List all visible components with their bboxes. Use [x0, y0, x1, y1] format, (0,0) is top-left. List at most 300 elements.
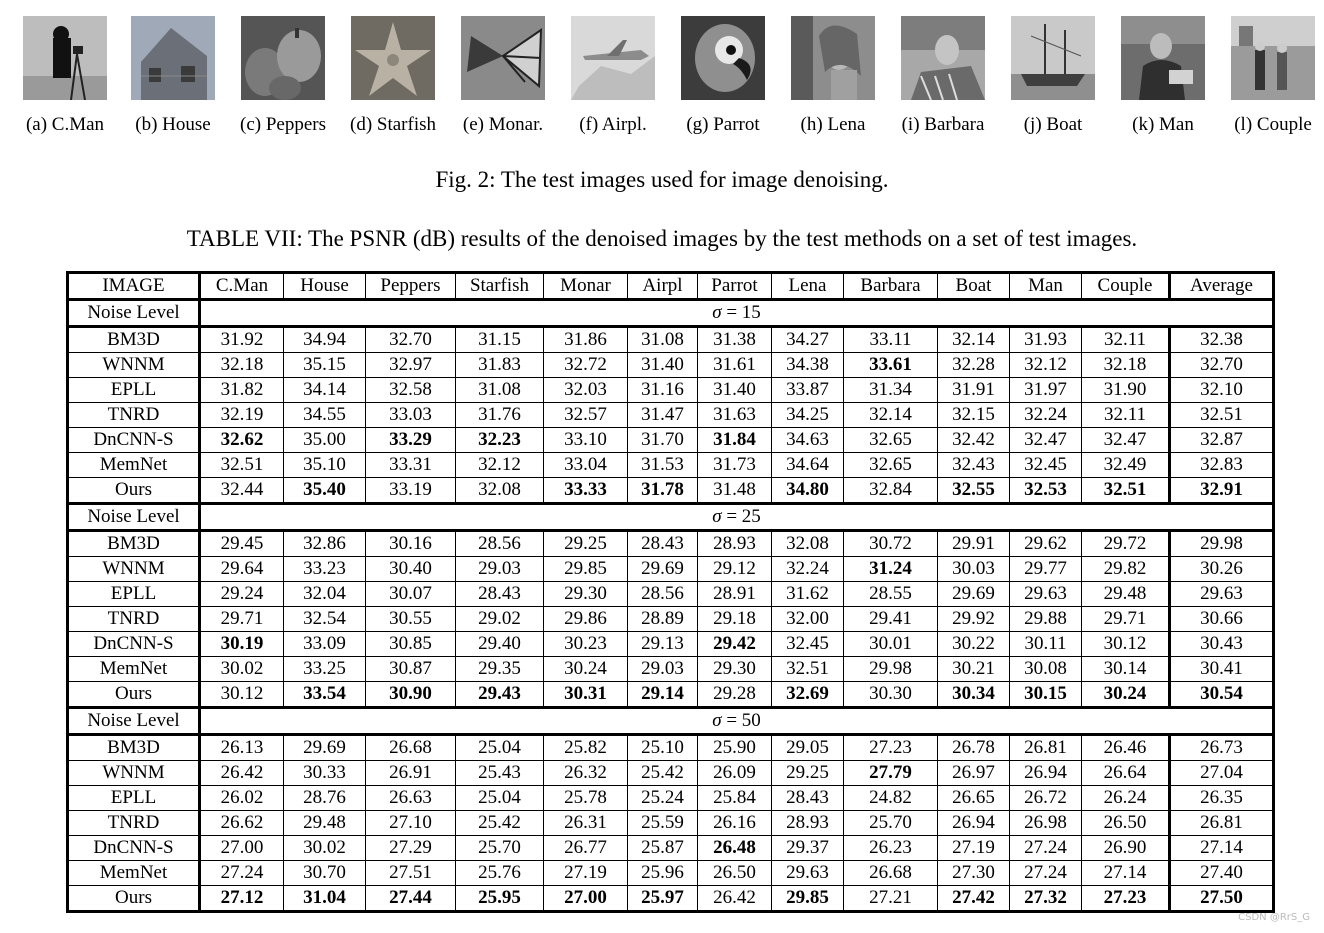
psnr-cell: 25.82: [544, 735, 628, 761]
psnr-cell: 29.71: [200, 607, 284, 632]
method-name: EPLL: [68, 582, 200, 607]
table-row: [68, 657, 1274, 682]
average-psnr-cell: 30.26: [1170, 557, 1274, 582]
psnr-cell: 29.12: [698, 557, 772, 582]
subfigure-caption: (c) Peppers: [240, 114, 326, 135]
method-name: WNNM: [68, 557, 200, 582]
method-name: MemNet: [68, 861, 200, 886]
psnr-cell: 30.24: [1082, 682, 1170, 708]
psnr-cell: 29.85: [772, 886, 844, 912]
method-name: EPLL: [68, 378, 200, 403]
psnr-cell: 29.63: [1010, 582, 1082, 607]
psnr-cell: 25.90: [698, 735, 772, 761]
method-name: BM3D: [68, 735, 200, 761]
psnr-cell: 29.48: [1082, 582, 1170, 607]
psnr-cell: 31.61: [698, 353, 772, 378]
psnr-cell: 27.10: [366, 811, 456, 836]
thumbnail-figure: [10, 16, 120, 100]
psnr-cell: 30.12: [1082, 632, 1170, 657]
psnr-cell: 32.51: [772, 657, 844, 682]
psnr-cell: 30.01: [844, 632, 938, 657]
psnr-cell: 30.22: [938, 632, 1010, 657]
psnr-cell: 28.43: [772, 786, 844, 811]
psnr-cell: 26.09: [698, 761, 772, 786]
psnr-cell: 30.21: [938, 657, 1010, 682]
psnr-cell: 29.62: [1010, 531, 1082, 557]
psnr-cell: 32.84: [844, 478, 938, 504]
psnr-cell: 29.92: [938, 607, 1010, 632]
psnr-cell: 30.34: [938, 682, 1010, 708]
psnr-cell: 32.86: [284, 531, 366, 557]
psnr-cell: 33.11: [844, 327, 938, 353]
psnr-cell: 30.55: [366, 607, 456, 632]
psnr-cell: 29.05: [772, 735, 844, 761]
psnr-cell: 33.10: [544, 428, 628, 453]
psnr-cell: 31.83: [456, 353, 544, 378]
psnr-cell: 26.94: [938, 811, 1010, 836]
psnr-cell: 25.10: [628, 735, 698, 761]
psnr-cell: 25.84: [698, 786, 772, 811]
psnr-cell: 27.19: [544, 861, 628, 886]
table-row: [68, 861, 1274, 886]
psnr-cell: 34.38: [772, 353, 844, 378]
table-row: [68, 682, 1274, 708]
subfigure-caption: (k) Man: [1132, 114, 1194, 135]
psnr-cell: 29.25: [544, 531, 628, 557]
psnr-cell: 29.28: [698, 682, 772, 708]
psnr-cell: 24.82: [844, 786, 938, 811]
psnr-cell: 34.25: [772, 403, 844, 428]
psnr-cell: 26.81: [1010, 735, 1082, 761]
psnr-cell: 29.77: [1010, 557, 1082, 582]
lena-photo: [791, 16, 875, 100]
psnr-cell: 31.08: [628, 327, 698, 353]
sigma-symbol: σ: [712, 710, 722, 731]
thumbnail-figure: [558, 16, 668, 100]
psnr-cell: 28.76: [284, 786, 366, 811]
psnr-cell: 31.78: [628, 478, 698, 504]
psnr-cell: 29.41: [844, 607, 938, 632]
psnr-cell: 27.24: [1010, 836, 1082, 861]
psnr-cell: 25.70: [456, 836, 544, 861]
barbara-photo: [901, 16, 985, 100]
method-name: DnCNN-S: [68, 632, 200, 657]
method-name: WNNM: [68, 353, 200, 378]
psnr-cell: 30.40: [366, 557, 456, 582]
psnr-cell: 26.68: [366, 735, 456, 761]
thumbnail-figure: [118, 16, 228, 100]
psnr-cell: 32.00: [772, 607, 844, 632]
psnr-cell: 32.51: [1082, 478, 1170, 504]
psnr-cell: 32.08: [456, 478, 544, 504]
column-header: Peppers: [366, 273, 456, 300]
psnr-cell: 26.02: [200, 786, 284, 811]
psnr-cell: 31.08: [456, 378, 544, 403]
psnr-cell: 31.93: [1010, 327, 1082, 353]
psnr-cell: 26.50: [1082, 811, 1170, 836]
psnr-cell: 29.18: [698, 607, 772, 632]
psnr-cell: 32.24: [1010, 403, 1082, 428]
psnr-cell: 28.93: [772, 811, 844, 836]
method-name: MemNet: [68, 657, 200, 682]
table-row: [68, 478, 1274, 504]
psnr-cell: 26.72: [1010, 786, 1082, 811]
psnr-cell: 29.30: [544, 582, 628, 607]
psnr-cell: 26.65: [938, 786, 1010, 811]
psnr-cell: 31.16: [628, 378, 698, 403]
psnr-cell: 32.57: [544, 403, 628, 428]
psnr-cell: 30.90: [366, 682, 456, 708]
psnr-cell: 26.48: [698, 836, 772, 861]
psnr-cell: 32.11: [1082, 403, 1170, 428]
psnr-cell: 25.95: [456, 886, 544, 912]
thumbnail-figure: [448, 16, 558, 100]
starfish-photo: [351, 16, 435, 100]
psnr-cell: 29.35: [456, 657, 544, 682]
table-row: [68, 453, 1274, 478]
psnr-cell: 31.90: [1082, 378, 1170, 403]
table-header-row: [68, 273, 1274, 300]
table-row: [68, 811, 1274, 836]
column-header: Couple: [1082, 273, 1170, 300]
psnr-cell: 31.53: [628, 453, 698, 478]
psnr-cell: 27.00: [200, 836, 284, 861]
psnr-cell: 33.29: [366, 428, 456, 453]
psnr-cell: 31.40: [628, 353, 698, 378]
thumbnail-figure: [888, 16, 998, 100]
psnr-cell: 26.42: [698, 886, 772, 912]
psnr-cell: 32.49: [1082, 453, 1170, 478]
method-name: EPLL: [68, 786, 200, 811]
subfigure-caption: (a) C.Man: [25, 114, 105, 135]
man-photo: [1121, 16, 1205, 100]
subfigure-caption: (j) Boat: [1023, 114, 1083, 135]
noise-level-label: Noise Level: [68, 300, 200, 327]
psnr-cell: 32.53: [1010, 478, 1082, 504]
psnr-cell: 32.72: [544, 353, 628, 378]
sigma-value: [200, 504, 1274, 531]
method-name: TNRD: [68, 811, 200, 836]
method-name: MemNet: [68, 453, 200, 478]
table-row: [68, 378, 1274, 403]
sigma-number: = 25: [726, 506, 761, 527]
average-psnr-cell: 26.73: [1170, 735, 1274, 761]
subfigure-caption: (d) Starfish: [349, 114, 437, 135]
psnr-cell: 26.97: [938, 761, 1010, 786]
psnr-cell: 31.38: [698, 327, 772, 353]
psnr-cell: 33.33: [544, 478, 628, 504]
psnr-cell: 31.15: [456, 327, 544, 353]
noise-level-row: [68, 708, 1274, 735]
psnr-cell: 26.23: [844, 836, 938, 861]
column-header: Lena: [772, 273, 844, 300]
psnr-cell: 29.40: [456, 632, 544, 657]
psnr-cell: 27.29: [366, 836, 456, 861]
psnr-cell: 31.92: [200, 327, 284, 353]
average-psnr-cell: 26.81: [1170, 811, 1274, 836]
figure-caption: Fig. 2: The test images used for image denoising.: [435, 167, 889, 192]
method-name: Ours: [68, 682, 200, 708]
noise-level-label: Noise Level: [68, 708, 200, 735]
method-name: DnCNN-S: [68, 428, 200, 453]
psnr-cell: 31.70: [628, 428, 698, 453]
column-header: IMAGE: [68, 273, 200, 300]
psnr-cell: 26.46: [1082, 735, 1170, 761]
psnr-cell: 29.14: [628, 682, 698, 708]
psnr-cell: 34.55: [284, 403, 366, 428]
psnr-cell: 32.14: [938, 327, 1010, 353]
psnr-cell: 32.69: [772, 682, 844, 708]
psnr-cell: 26.98: [1010, 811, 1082, 836]
psnr-cell: 31.24: [844, 557, 938, 582]
psnr-cell: 29.24: [200, 582, 284, 607]
psnr-cell: 32.42: [938, 428, 1010, 453]
psnr-cell: 29.91: [938, 531, 1010, 557]
psnr-cell: 25.87: [628, 836, 698, 861]
house-photo: [131, 16, 215, 100]
method-name: Ours: [68, 478, 200, 504]
psnr-cell: 35.00: [284, 428, 366, 453]
psnr-cell: 30.11: [1010, 632, 1082, 657]
table-row: [68, 761, 1274, 786]
psnr-cell: 28.55: [844, 582, 938, 607]
psnr-cell: 32.03: [544, 378, 628, 403]
psnr-cell: 26.62: [200, 811, 284, 836]
subfigure-caption: (i) Barbara: [901, 114, 985, 135]
psnr-cell: 29.37: [772, 836, 844, 861]
psnr-cell: 32.65: [844, 428, 938, 453]
psnr-cell: 31.48: [698, 478, 772, 504]
thumbnail-figure: [1218, 16, 1324, 100]
psnr-cell: 32.24: [772, 557, 844, 582]
psnr-cell: 30.02: [200, 657, 284, 682]
average-psnr-cell: 27.50: [1170, 886, 1274, 912]
psnr-cell: 30.31: [544, 682, 628, 708]
psnr-cell: 26.42: [200, 761, 284, 786]
psnr-cell: 33.19: [366, 478, 456, 504]
psnr-cell: 27.19: [938, 836, 1010, 861]
psnr-cell: 31.86: [544, 327, 628, 353]
psnr-cell: 29.88: [1010, 607, 1082, 632]
noise-level-row: [68, 300, 1274, 327]
table-row: [68, 836, 1274, 861]
table-row: [68, 582, 1274, 607]
psnr-cell: 28.91: [698, 582, 772, 607]
table-row: [68, 327, 1274, 353]
psnr-cell: 28.56: [456, 531, 544, 557]
average-psnr-cell: 27.04: [1170, 761, 1274, 786]
psnr-cell: 31.76: [456, 403, 544, 428]
psnr-cell: 31.04: [284, 886, 366, 912]
psnr-cell: 35.10: [284, 453, 366, 478]
psnr-cell: 33.09: [284, 632, 366, 657]
table-row: [68, 607, 1274, 632]
psnr-cell: 33.54: [284, 682, 366, 708]
sigma-number: = 50: [726, 710, 761, 731]
peppers-photo: [241, 16, 325, 100]
average-psnr-cell: 30.66: [1170, 607, 1274, 632]
psnr-cell: 26.78: [938, 735, 1010, 761]
psnr-cell: 29.69: [284, 735, 366, 761]
column-header: Barbara: [844, 273, 938, 300]
psnr-cell: 31.73: [698, 453, 772, 478]
average-psnr-cell: 26.35: [1170, 786, 1274, 811]
psnr-cell: 31.82: [200, 378, 284, 403]
psnr-cell: 34.14: [284, 378, 366, 403]
psnr-cell: 30.03: [938, 557, 1010, 582]
method-name: DnCNN-S: [68, 836, 200, 861]
airplane-photo: [571, 16, 655, 100]
psnr-cell: 35.40: [284, 478, 366, 504]
psnr-cell: 32.51: [200, 453, 284, 478]
psnr-cell: 28.56: [628, 582, 698, 607]
psnr-cell: 32.08: [772, 531, 844, 557]
psnr-cell: 28.93: [698, 531, 772, 557]
psnr-cell: 29.03: [456, 557, 544, 582]
psnr-cell: 27.30: [938, 861, 1010, 886]
figure: [0, 0, 1324, 200]
couple-photo: [1231, 16, 1315, 100]
psnr-cell: 32.65: [844, 453, 938, 478]
psnr-cell: 26.77: [544, 836, 628, 861]
psnr-cell: 27.23: [844, 735, 938, 761]
cameraman-photo: [23, 16, 107, 100]
subfigure-caption: (b) House: [135, 114, 211, 135]
psnr-cell: 30.33: [284, 761, 366, 786]
table-caption: TABLE VII: The PSNR (dB) results of the denoised images by the test methods on a set of test images.: [186, 226, 1138, 251]
psnr-cell: 33.87: [772, 378, 844, 403]
psnr-cell: 27.44: [366, 886, 456, 912]
psnr-cell: 27.24: [1010, 861, 1082, 886]
psnr-cell: 26.32: [544, 761, 628, 786]
table-row: [68, 353, 1274, 378]
psnr-cell: 29.13: [628, 632, 698, 657]
parrot-photo: [681, 16, 765, 100]
psnr-cell: 27.21: [844, 886, 938, 912]
column-header: Parrot: [698, 273, 772, 300]
psnr-cell: 27.51: [366, 861, 456, 886]
psnr-cell: 32.45: [1010, 453, 1082, 478]
psnr-cell: 30.23: [544, 632, 628, 657]
psnr-cell: 32.47: [1082, 428, 1170, 453]
psnr-cell: 29.48: [284, 811, 366, 836]
monarch-butterfly-photo: [461, 16, 545, 100]
psnr-cell: 32.11: [1082, 327, 1170, 353]
subfigure-caption: (h) Lena: [800, 114, 866, 135]
table-row: [68, 557, 1274, 582]
psnr-cell: 26.91: [366, 761, 456, 786]
psnr-cell: 30.87: [366, 657, 456, 682]
average-psnr-cell: 30.43: [1170, 632, 1274, 657]
psnr-cell: 29.82: [1082, 557, 1170, 582]
table-row: [68, 786, 1274, 811]
psnr-cell: 31.97: [1010, 378, 1082, 403]
psnr-cell: 31.62: [772, 582, 844, 607]
thumbnail-figure: [228, 16, 338, 100]
sigma-value: [200, 708, 1274, 735]
psnr-cell: 25.97: [628, 886, 698, 912]
psnr-cell: 29.85: [544, 557, 628, 582]
subfigure-caption: (g) Parrot: [686, 114, 760, 135]
psnr-cell: 25.96: [628, 861, 698, 886]
psnr-cell: 28.43: [628, 531, 698, 557]
psnr-cell: 25.59: [628, 811, 698, 836]
psnr-cell: 25.04: [456, 786, 544, 811]
table-row: [68, 531, 1274, 557]
psnr-cell: 32.28: [938, 353, 1010, 378]
psnr-cell: 26.16: [698, 811, 772, 836]
psnr-cell: 31.84: [698, 428, 772, 453]
average-psnr-cell: 29.63: [1170, 582, 1274, 607]
psnr-cell: 27.79: [844, 761, 938, 786]
method-name: TNRD: [68, 607, 200, 632]
psnr-cell: 25.24: [628, 786, 698, 811]
psnr-cell: 32.97: [366, 353, 456, 378]
method-name: BM3D: [68, 327, 200, 353]
psnr-cell: 27.23: [1082, 886, 1170, 912]
psnr-cell: 29.42: [698, 632, 772, 657]
psnr-cell: 32.62: [200, 428, 284, 453]
psnr-cell: 29.69: [628, 557, 698, 582]
psnr-cell: 32.45: [772, 632, 844, 657]
table-row: [68, 632, 1274, 657]
average-psnr-cell: 27.40: [1170, 861, 1274, 886]
average-psnr-cell: 32.83: [1170, 453, 1274, 478]
psnr-cell: 29.02: [456, 607, 544, 632]
average-psnr-cell: 30.41: [1170, 657, 1274, 682]
psnr-cell: 32.55: [938, 478, 1010, 504]
sigma-symbol: σ: [712, 302, 722, 323]
thumbnail-figure: [1108, 16, 1218, 100]
psnr-cell: 32.19: [200, 403, 284, 428]
table-row: [68, 428, 1274, 453]
noise-level-label: Noise Level: [68, 504, 200, 531]
average-psnr-cell: 29.98: [1170, 531, 1274, 557]
average-psnr-cell: 32.38: [1170, 327, 1274, 353]
sigma-symbol: σ: [712, 506, 722, 527]
noise-level-row: [68, 504, 1274, 531]
psnr-cell: 32.04: [284, 582, 366, 607]
column-header: House: [284, 273, 366, 300]
psnr-cell: 30.15: [1010, 682, 1082, 708]
psnr-cell: 33.04: [544, 453, 628, 478]
psnr-cell: 32.47: [1010, 428, 1082, 453]
psnr-cell: 33.03: [366, 403, 456, 428]
psnr-cell: 30.72: [844, 531, 938, 557]
psnr-cell: 29.63: [772, 861, 844, 886]
psnr-cell: 32.58: [366, 378, 456, 403]
psnr-cell: 25.42: [628, 761, 698, 786]
psnr-cell: 32.12: [1010, 353, 1082, 378]
psnr-cell: 30.07: [366, 582, 456, 607]
psnr-cell: 27.00: [544, 886, 628, 912]
psnr-cell: 34.63: [772, 428, 844, 453]
psnr-cell: 30.08: [1010, 657, 1082, 682]
psnr-cell: 30.24: [544, 657, 628, 682]
psnr-cell: 27.42: [938, 886, 1010, 912]
psnr-cell: 26.31: [544, 811, 628, 836]
average-psnr-cell: 32.70: [1170, 353, 1274, 378]
psnr-cell: 35.15: [284, 353, 366, 378]
psnr-cell: 29.64: [200, 557, 284, 582]
psnr-cell: 32.15: [938, 403, 1010, 428]
psnr-cell: 32.54: [284, 607, 366, 632]
psnr-cell: 31.47: [628, 403, 698, 428]
method-name: TNRD: [68, 403, 200, 428]
thumbnail-figure: [668, 16, 778, 100]
column-header: Man: [1010, 273, 1082, 300]
psnr-cell: 29.72: [1082, 531, 1170, 557]
